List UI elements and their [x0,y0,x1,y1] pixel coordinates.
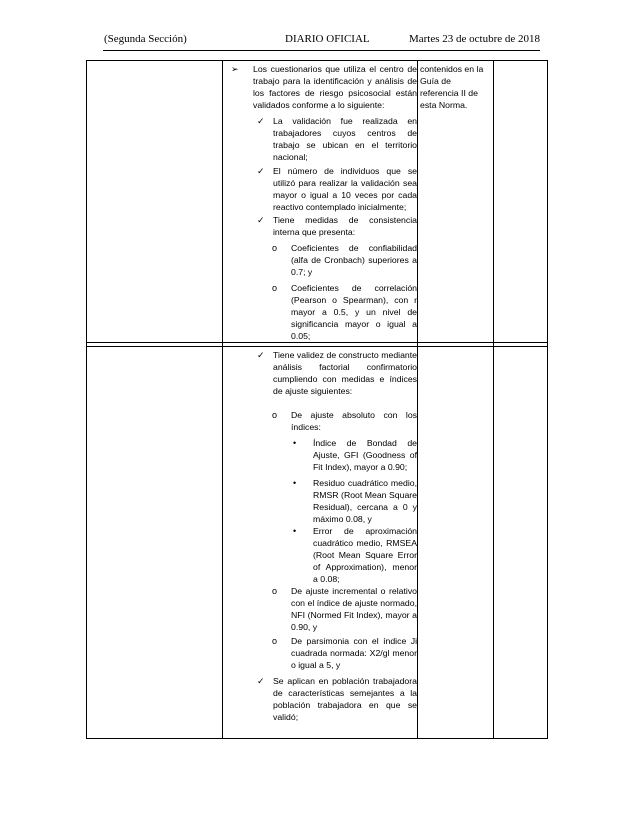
header-rule [103,50,540,51]
validation-criterion: La validación fue realizada en trabajadores cuyos centros de trabajo se ubican en el territorio nacional; [273,116,417,162]
circle-bullet: o [272,410,278,420]
header-date: Martes 23 de octubre de 2018 [408,33,540,45]
column-divider [417,60,418,739]
checkmark-icon: ✓ [257,215,265,225]
table-right-border [547,60,548,739]
column-divider [222,60,223,739]
fit-index-item: Índice de Bondad de Ajuste, GFI (Goodness of Fit Index), mayor a 0.90; [313,438,417,472]
fit-index-item: Error de aproximación cuadrático medio, RMSEA (Root Mean Square Error of Approximation), menor a 0.08; [313,526,417,584]
round-bullet-icon: • [293,438,297,448]
round-bullet-icon: • [293,526,297,536]
validation-criterion: Se aplican en población trabajadora de características semejantes a la población trabajadora en que se validó; [273,676,417,722]
page-header [104,33,540,47]
fit-index-group: De ajuste absoluto con los índices: [291,410,417,432]
header-section: (Segunda Sección) [104,33,187,45]
consistency-measure: Coeficientes de correlación (Pearson o Spearman), con r mayor a 0.5, y un nivel de significancia mayor o igual a 0.05; [291,283,417,341]
fit-index-group: De ajuste incremental o relativo con el índice de ajuste normado, NFI (Normed Fit Index), mayor a 0.90, y [291,586,417,632]
table-top-border [86,60,548,61]
column-divider [493,60,494,739]
row-divider [86,346,548,347]
consistency-measure: Coeficientes de confiabilidad (alfa de Cronbach) superiores a 0.7; y [291,243,417,277]
circle-bullet: o [272,283,278,293]
requirement-intro: Los cuestionarios que utiliza el centro de trabajo para la identificación y análisis de los factores de riesgo psicosocial están validados conforme a lo siguiente: [253,64,417,110]
validation-criterion: El número de individuos que se utilizó para realizar la validación sea mayor o igual a 10 veces por cada reactivo contemplado inicialmente; [273,166,417,212]
table-left-border [86,60,87,739]
fit-index-item: Residuo cuadrático medio, RMSR (Root Mean Square Residual), cercana a 0 y máximo 0.08, y [313,478,417,524]
reference-note: contenidos en la Guía de referencia II de esta Norma. [420,64,484,110]
table-bottom-border [86,738,548,739]
arrow-bullet-icon: ➢ [231,64,239,74]
checkmark-icon: ✓ [257,166,265,176]
circle-bullet: o [272,243,278,253]
round-bullet-icon: • [293,478,297,488]
circle-bullet: o [272,636,278,646]
header-publication: DIARIO OFICIAL [285,33,370,45]
checkmark-icon: ✓ [257,350,265,360]
fit-index-group: De parsimonia con el índice Ji cuadrada normada: X2/gl menor o igual a 5, y [291,636,417,670]
validation-criterion: Tiene validez de constructo mediante análisis factorial confirmatorio cumpliendo con medidas e índices de ajuste siguientes: [273,350,417,396]
checkmark-icon: ✓ [257,116,265,126]
validation-criterion: Tiene medidas de consistencia interna que presenta: [273,215,417,237]
circle-bullet: o [272,586,278,596]
checkmark-icon: ✓ [257,676,265,686]
